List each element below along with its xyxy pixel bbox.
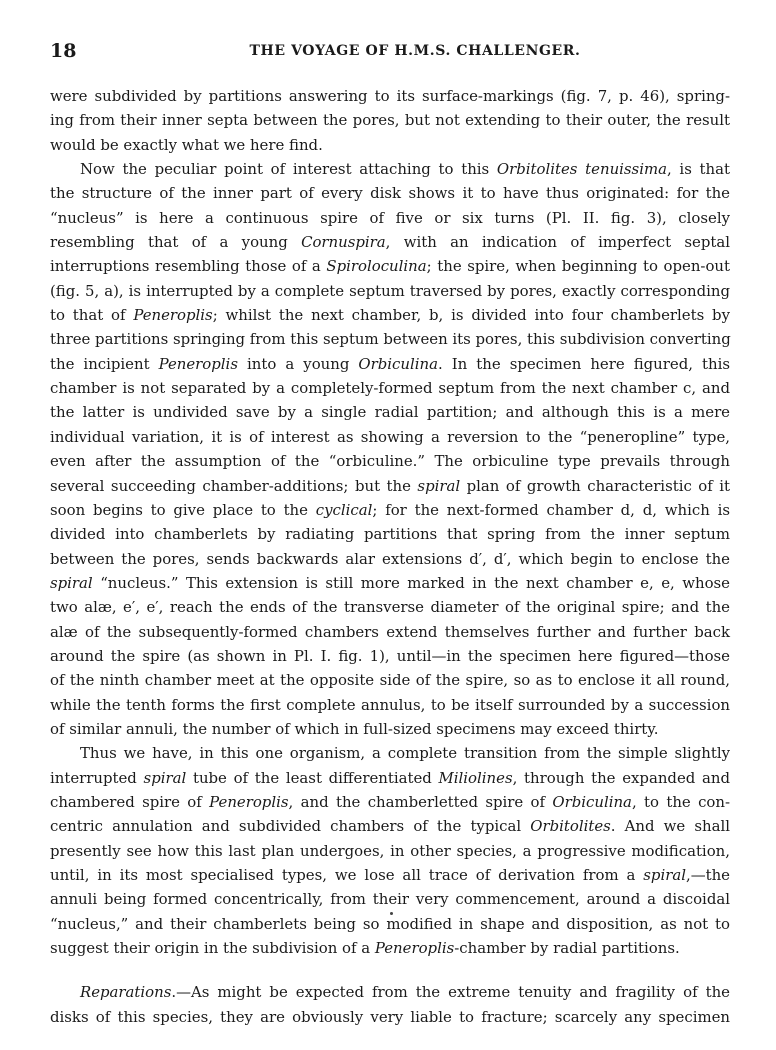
text-line: of the ninth chamber meet at the opposite side of the spire, so as to enclose it all round, xyxy=(50,671,730,690)
text-line: annuli being formed concentrically, from their very commencement, around a discoidal xyxy=(50,890,730,909)
text-line: three partitions springing from this septum between its pores, this subdivision converting xyxy=(50,330,731,349)
running-head xyxy=(50,40,730,66)
text-line: resembling that of a young Cornuspira, with an indication of imperfect septal xyxy=(50,233,730,252)
text-line: while the tenth forms the first complete annulus, to be itself surrounded by a succession xyxy=(50,695,730,714)
text-line: divided into chamberlets by radiating partitions that spring from the inner septum xyxy=(50,525,730,544)
text-line: chamber is not separated by a completely-formed septum from the next chamber c, and xyxy=(50,379,730,398)
text-line: two alæ, e′, e′, reach the ends of the transverse diameter of the original spire; and the xyxy=(50,598,730,617)
text-line: between the pores, sends backwards alar extensions d′, d′, which begin to enclose the xyxy=(50,549,730,568)
text-line: individual variation, it is of interest as showing a reversion to the “peneropline” type, xyxy=(50,427,730,446)
text-line: “nucleus,” and their chamberlets being so modified in shape and disposition, as not to xyxy=(50,914,730,933)
text-line: until, in its most specialised types, we lose all trace of derivation from a spiral,—the xyxy=(50,866,730,884)
text-line: interrupted spiral tube of the least differentiated Miliolines, through the expanded and xyxy=(50,768,730,787)
text-line: presently see how this last plan undergoes, in other species, a progressive modification, xyxy=(50,841,730,860)
text-line: even after the assumption of the “orbiculine.” The orbiculine type prevails through xyxy=(50,452,730,471)
text-line: soon begins to give place to the cyclical; for the next-formed chamber d, d, which is xyxy=(50,500,730,519)
text-line: were subdivided by partitions answering to its surface-markings (fig. 7, p. 46), spring- xyxy=(50,87,730,105)
body-text xyxy=(50,84,730,1029)
text-line: several succeeding chamber-additions; but the spiral plan of growth characteristic of it xyxy=(50,476,731,495)
header-title: THE VOYAGE OF H.M.S. CHALLENGER. xyxy=(249,43,581,59)
text-line: (fig. 5, a), is interrupted by a complete septum traversed by pores, exactly corresponding xyxy=(50,281,730,300)
print-speck xyxy=(390,912,393,915)
text-line: the structure of the inner part of every disk shows it to have thus originated: for the xyxy=(50,184,730,203)
text-line: Now the peculiar point of interest attaching to this Orbitolites tenuissima, is that xyxy=(80,160,730,179)
text-line: around the spire (as shown in Pl. I. fig. 1), until—in the specimen here figured—those xyxy=(50,646,730,665)
text-line: Thus we have, in this one organism, a complete transition from the simple slightly xyxy=(80,744,730,763)
text-line: Reparations.—As might be expected from the extreme tenuity and fragility of the xyxy=(80,983,730,1002)
text-line: centric annulation and subdivided chambers of the typical Orbitolites. And we shall xyxy=(50,817,730,836)
text-line: “nucleus” is here a continuous spire of five or six turns (Pl. II. fig. 3), closely xyxy=(50,208,730,227)
paragraph-orbitolites-structure xyxy=(50,157,730,741)
text-line: chambered spire of Peneroplis, and the chamberletted spire of Orbiculina, to the con- xyxy=(50,792,730,811)
text-line: ing from their inner septa between the pores, but not extending to their outer, the result xyxy=(50,111,730,130)
text-line: the incipient Peneroplis into a young Orbiculina. In the specimen here figured, this xyxy=(50,354,730,373)
section-gap xyxy=(50,960,730,980)
text-line: spiral “nucleus.” This extension is still more marked in the next chamber e, e, whose xyxy=(50,573,730,592)
text-line: would be exactly what we here find. xyxy=(50,135,323,154)
text-line: alæ of the subsequently-formed chambers extend themselves further and further back xyxy=(50,622,730,641)
text-line: disks of this species, they are obviously very liable to fracture; scarcely any specimen xyxy=(50,1007,730,1026)
text-line: to that of Peneroplis; whilst the next chamber, b, is divided into four chamberlets by xyxy=(50,306,730,325)
paragraph-reparations xyxy=(50,980,730,1029)
paragraph-continuation xyxy=(50,84,730,157)
text-line: of similar annuli, the number of which in full-sized specimens may exceed thirty. xyxy=(50,719,659,738)
text-line: interruptions resembling those of a Spiroloculina; the spire, when beginning to open-out xyxy=(50,257,731,276)
paragraph-transition-summary xyxy=(50,741,730,960)
text-line: suggest their origin in the subdivision of a Peneroplis-chamber by radial partitions. xyxy=(50,939,680,958)
page-number: 18 xyxy=(50,40,77,62)
text-line: the latter is undivided save by a single radial partition; and although this is a mere xyxy=(50,403,730,422)
